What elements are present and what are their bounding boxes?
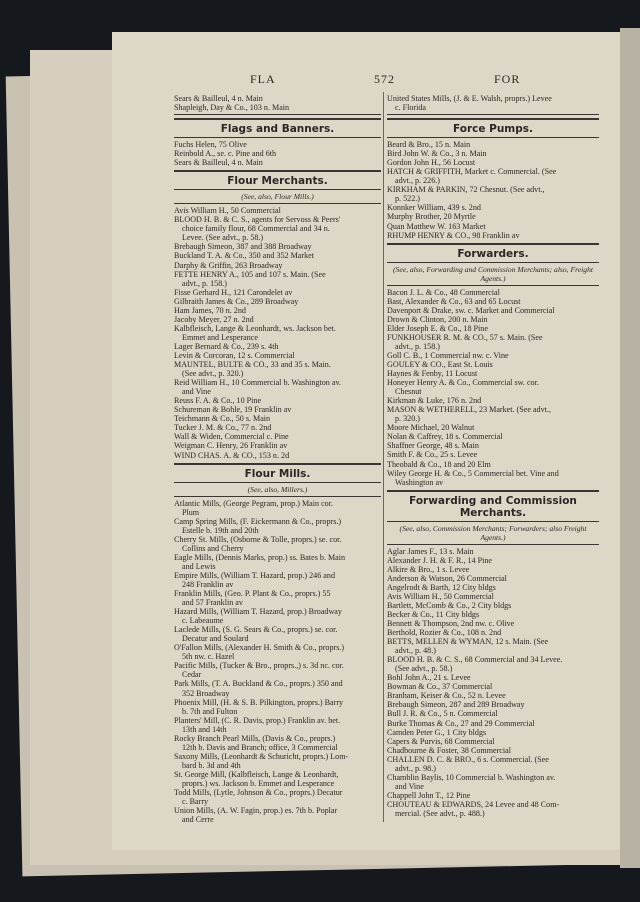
listing-line: Shapleigh, Day & Co., 103 n. Main [174,103,290,113]
listing-line: Bennett & Thompson, 2nd nw. c. Olive [387,619,515,629]
listing-line: Todd Mills, (Lytle, Johnson & Co., proprs.) Decatur [174,788,343,798]
listing-line: advt., p. 158.) [182,278,227,288]
listing-line: Chadbourne & Foster, 38 Commercial [387,745,511,755]
listing-line: Brebaugh Simeon, 387 and 388 Broadway [174,242,312,252]
listing-line: Eagle Mills, (Dennis Marks, prop.) ss. Bates b. Main [174,552,346,562]
listing-line: advt., p. 158.) [395,341,440,351]
listing-line: Chesnut [395,387,422,397]
listing-line: Cherry St. Mills, (Osborne & Tolle, proprs.) se. cor. [174,534,342,544]
listing-line: HATCH & GRIFFITH, Market c. Commercial. (See [387,167,557,177]
listing-line: Goll C. B., 1 Commercial nw. c. Vine [387,350,509,360]
listing-line: Konnker William, 439 s. 2nd [387,203,481,213]
listing-line: b. 7th and Fulton [182,706,238,716]
listing-line: Becker & Co., 11 City bldgs [387,609,480,619]
flour-merchants-list [174,206,381,459]
see-also-flour-merchants: (See, also, Flour Mills.) [174,192,381,204]
book-edge [620,28,640,868]
listing-line: Pacific Mills, (Tucker & Bro., proprs.,) s. 3d nc. cor. [174,661,344,671]
listing-line: Camden Peter G., 1 City bldgs [387,727,487,737]
listing-line: United States Mills, (J. & E. Walsh, proprs.) Levee [387,94,552,103]
listing-line: Laclede Mills, (S. G. Sears & Co., proprs.) se. cor. [174,625,338,635]
listing-line: Brebaugh Simeon, 287 and 289 Broadway [387,700,525,710]
section-heading-forwarders: Forwarders. [387,243,599,263]
listing-line: (See advt., p. 320.) [182,369,244,379]
listing-line: proprs.) ws. Jackson b. Emmet and Lesperance [182,779,335,788]
listing-line: Drown & Clinton, 200 n. Main [387,314,488,324]
listing-line: St. George Mill, (Kalbfleisch, Lange & Leonhardt, [174,769,339,779]
listing-line: MASON & WETHERELL, 23 Market. (See advt., [387,405,551,415]
listing-line: and Cerre [182,815,214,825]
listing-line: Saxony Mills, (Leonhardt & Schuricht, proprs.) Lom- [174,751,349,761]
listing-line: Reid William H., 10 Commercial b. Washington av. [174,378,342,388]
listing-line: Estelle b. 19th and 20th [182,525,259,535]
header-right: FOR [494,72,521,86]
listing-line: Ham James, 70 n. 2nd [174,305,246,315]
listing-line: Fuchs Helen, 75 Olive [174,140,247,150]
section-heading-flour-mills: Flour Mills. [174,463,381,483]
see-also-flour-mills: (See, also, Millers.) [174,485,381,497]
listing-line: Reinbold A., se. c. Pine and 6th [174,149,277,159]
listing-line: Capers & Purvis, 68 Commercial [387,736,495,746]
listing-line: p. 320.) [395,414,420,424]
listing-line: Sears & Bailleul, 4 n. Main [174,94,263,103]
listing-line: Bowman & Co., 37 Commercial [387,682,493,692]
listing-line: 13th and 14th [182,724,227,734]
listing-line: Wiley George H. & Co., 5 Commercial bet. Vine and [387,468,559,478]
listing-line: Decatur and Soulard [182,634,249,644]
listing-line: Angelrodt & Barth, 12 City bldgs [387,582,496,592]
listing-line: Shaffner George, 48 s. Main [387,441,479,451]
listing-line: and Vine [395,781,424,791]
section-heading-forwarding-commission: Forwarding and Commission Merchants. [387,490,599,522]
left-column [174,94,381,824]
listing-line: advt., p. 226.) [395,176,440,186]
section-heading-flags: Flags and Banners. [174,118,381,138]
listing-line: Levee. (See advt., p. 58.) [182,233,264,243]
listing-line: 248 Franklin av [182,579,234,589]
listing-line: Teichmann & Co., 50 s. Main [174,414,271,424]
listing-line: Empire Mills, (William T. Hazard, prop.) 246 and [174,570,335,580]
listing-line: advt., p. 98.) [395,763,436,773]
listing-line: Beard & Bro., 15 n. Main [387,140,471,150]
listing-line: BETTS, MELLEN & WYMAN, 12 s. Main. (See [387,637,549,647]
listing-line: (See advt., p. 58.) [395,664,453,674]
listing-line: Tucker J. M. & Co., 77 n. 2nd [174,423,272,433]
listing-line: Theobald & Co., 18 and 20 Elm [387,459,491,469]
listing-line: Aglar James F., 13 s. Main [387,546,474,556]
listing-line: Avis William H., 50 Commercial [387,591,494,601]
listing-line: Davenport & Drake, sw. c. Market and Commercial [387,305,555,315]
listing-line: Darphy & Griffin, 263 Broadway [174,260,283,270]
listing-line: c. Labeaume [182,616,224,626]
see-also-forwarders: (See, also, Forwarding and Commission Merchants; also, Freight Agents.) [387,265,599,286]
forwarding-commission-list [387,547,599,818]
listing-line: Franklin Mills, (Geo. P. Plant & Co., proprs.) 55 [174,589,331,599]
listing-line: Bohl John A., 21 s. Levee [387,673,471,683]
listing-line: Planters' Mill, (C. R. Davis, prop.) Franklin av. bet. [174,715,341,725]
see-also-forwarding-commission: (See, also, Commission Merchants; Forwarders; also Freight Agents.) [387,524,599,545]
listing-line: c. Florida [395,103,427,113]
listing-line: Park Mills, (T. A. Buckland & Co., proprs.) 350 and [174,679,343,689]
listing-line: Union Mills, (A. W. Fagin, prop.) es. 7th b. Poplar [174,806,338,816]
listing-line: 12th b. Davis and Branch; office, 3 Commercial [182,742,338,752]
force-pumps-list [387,140,599,240]
section-heading-flour-merchants: Flour Merchants. [174,170,381,190]
column-divider [383,92,384,822]
listing-line: Murphy Brother, 20 Myrtle [387,212,476,222]
listing-line: c. Barry [182,797,209,807]
listing-line: Honeyer Henry A. & Co., Commercial sw. cor. [387,378,539,388]
listing-line: Chamblin Baylis, 10 Commercial b. Washington av. [387,772,556,782]
listing-line: and Vine [182,387,211,397]
listing-line: BLOOD H. B. & C. S., 68 Commercial and 34 Levee. [387,655,563,665]
listing-line: and Lewis [182,561,216,571]
rule [387,114,599,115]
listing-line: Schureman & Bohle, 19 Franklin av [174,405,292,415]
listing-line: CHALLEN D. C. & BRO., 6 s. Commercial. (See [387,754,549,764]
listing-line: advt., p. 48.) [395,646,436,656]
listing-line: Avis William H., 50 Commercial [174,206,281,216]
listing-line: Lager Bernard & Co., 239 s. 4th [174,341,279,351]
right-column [387,94,599,818]
listing-line: Weigman C. Henry, 26 Franklin av [174,441,288,451]
listing-line: Elder Joseph E. & Co., 18 Pine [387,323,488,333]
left-top-lines [174,94,381,112]
page-header [112,72,620,88]
flags-list [174,140,381,167]
listing-line: Bacon J. L. & Co., 48 Commercial [387,287,500,297]
listing-line: Jacoby Meyer, 27 n. 2nd [174,314,254,324]
listing-line: WIND CHAS. A. & CO., 153 n. 2d [174,450,290,460]
listing-line: Burke Thomas & Co., 27 and 29 Commercial [387,718,535,728]
directory-page [112,32,620,850]
listing-line: Bird John W. & Co., 3 n. Main [387,149,487,159]
listing-line: Cedar [182,670,202,680]
listing-line: Bull J. R. & Co., 5 n. Commercial [387,709,498,719]
header-left: FLA [250,72,276,86]
listing-line: Chappell John T., 12 Pine [387,790,471,800]
listing-line: Levin & Corcoran, 12 s. Commercial [174,350,295,360]
listing-line: Anderson & Watson, 26 Commercial [387,573,507,583]
listing-line: Alkire & Bro., 1 s. Levee [387,564,470,574]
listing-line: bard b. 3d and 4th [182,760,241,770]
section-heading-force-pumps: Force Pumps. [387,118,599,138]
listing-line: Gilbraith James & Co., 289 Broadway [174,296,299,306]
listing-line: Gordon John H., 56 Locust [387,158,476,168]
listing-line: Emmet and Lesperance [182,332,258,342]
listing-line: Moore Michael, 20 Walnut [387,423,475,433]
listing-line: Haynes & Fenby, 11 Locust [387,369,478,379]
listing-line: 352 Broadway [182,688,230,698]
listing-line: Buckland T. A. & Co., 350 and 352 Market [174,251,314,261]
listing-line: p. 522.) [395,194,420,204]
listing-line: Bast, Alexander & Co., 63 and 65 Locust [387,296,521,306]
listing-line: 5th nw. c. Hazel [182,652,235,662]
listing-line: Sears & Bailleul, 4 n. Main [174,158,263,168]
listing-line: Branham, Keiser & Co., 52 n. Levee [387,691,506,701]
listing-line: O'Fallon Mills, (Alexander H. Smith & Co., proprs.) [174,643,345,653]
listing-line: RHUMP HENRY & CO., 98 Franklin av [387,230,520,240]
listing-line: Collins and Cherry [182,543,244,553]
listing-line: mercial. (See advt., p. 488.) [395,809,485,818]
listing-line: Camp Spring Mills, (F. Eickermann & Co., proprs.) [174,516,342,526]
listing-line: Rocky Branch Pearl Mills, (Davis & Co., proprs.) [174,733,336,743]
listing-line: Atlantic Mills, (George Pegram, prop.) Main cor. [174,498,333,508]
listing-line: Plum [182,507,200,517]
listing-line: Hazard Mills, (William T. Hazard, prop.) Broadway [174,607,342,617]
listing-line: CHOUTEAU & EDWARDS, 24 Levee and 48 Com- [387,799,560,809]
listing-line: Wall & Widen, Commercial c. Pine [174,432,289,442]
listing-line: Bartlett, McComb & Co., 2 City bldgs [387,600,512,610]
listing-line: Washington av [395,477,444,487]
listing-line: Fisse Gerhard H., 121 Carondelet av [174,287,293,297]
listing-line: Reuss F. A. & Co., 10 Pine [174,396,262,406]
listing-line: Quan Matthew W. 163 Market [387,221,486,231]
listing-line: Kalbfleisch, Lange & Leonhardt, ws. Jackson bet. [174,323,336,333]
listing-line: Kirkman & Luke, 176 n. 2nd [387,396,482,406]
listing-line: GOULEY & CO., East St. Louis [387,359,493,369]
listing-line: KIRKHAM & PARKIN, 72 Chesnut. (See advt., [387,185,545,195]
listing-line: and 57 Franklin av [182,598,243,608]
flour-mills-list [174,499,381,825]
listing-line: Nolan & Caffrey, 18 s. Commercial [387,432,503,442]
listing-line: choice family flour, 68 Commercial and 34 n. [182,224,330,234]
right-top-lines [387,94,599,112]
forwarders-list [387,288,599,487]
listing-line: BLOOD H. B. & C. S., agents for Servoss & Peers' [174,215,341,225]
listing-line: FUNKHOUSER R. M. & CO., 57 s. Main. (See [387,332,543,342]
listing-line: MAUNTEL, BULTE & CO., 33 and 35 s. Main. [174,360,331,370]
page-number: 572 [374,72,395,86]
listing-line: Smith F. & Co., 25 s. Levee [387,450,478,460]
listing-line: Berthold, Rozier & Co., 108 n. 2nd [387,628,502,638]
rule [174,114,381,115]
listing-line: Phoenix Mill, (H. & S. B. Pilkington, proprs.) Barry [174,697,344,707]
listing-line: Alexander J. H. & F. R., 14 Pine [387,555,493,565]
listing-line: FETTE HENRY A., 105 and 107 s. Main. (See [174,269,326,279]
